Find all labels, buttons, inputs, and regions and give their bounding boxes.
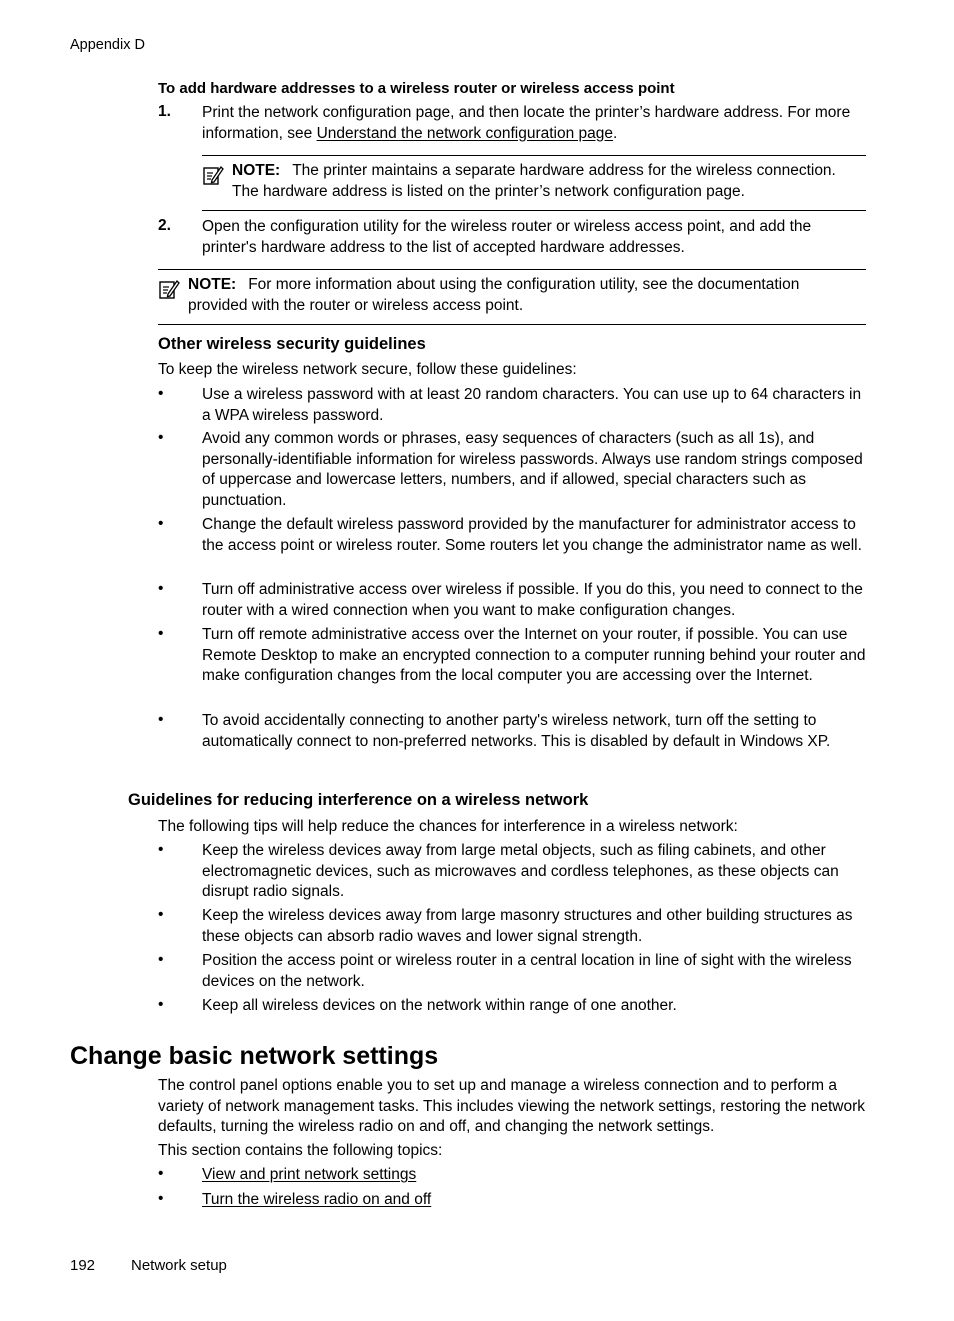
step-text	[202, 103, 866, 144]
note-body: The printer maintains a separate hardware address for the wireless connection. The hardware address is listed on the printer’s network configuration page.	[232, 162, 836, 200]
list-item-text: Avoid any common words or phrases, easy sequences of characters (such as all 1s), and personally-identifiable information for wireless passwords. Always use random strings composed of uppercase and lowercase letters, numbers, and if allowed, special characters such as punctuation.	[202, 430, 863, 509]
topic-link-wrap	[202, 1165, 866, 1186]
note-box-utility	[158, 269, 866, 325]
topics-intro: This section contains the following topics:	[158, 1142, 443, 1159]
bullet: •	[158, 385, 164, 402]
list-item-text: Keep all wireless devices on the network within range of one another.	[202, 997, 677, 1014]
view-print-network-settings-link[interactable]: View and print network settings	[202, 1166, 417, 1183]
list-item-text: Use a wireless password with at least 20 random characters. You can use up to 64 characters in a WPA wireless password.	[202, 386, 862, 424]
bullet: •	[158, 429, 164, 446]
step-text-part: Print the network configuration page, and then locate the printer’s hardware address. For more information, see	[202, 104, 851, 142]
bullet: •	[158, 515, 164, 532]
step-text: Open the configuration utility for the wireless router or wireless access point, and add the printer's hardware address to the list of accepted hardware addresses.	[202, 218, 812, 256]
footer-section-name: Network setup	[131, 1257, 227, 1274]
section-heading-security: Other wireless security guidelines	[158, 335, 426, 353]
bullet: •	[158, 951, 164, 968]
running-head: Appendix D	[70, 37, 145, 53]
page-heading: Change basic network settings	[70, 1042, 439, 1070]
bullet: •	[158, 841, 164, 858]
note-label: NOTE:	[232, 162, 281, 179]
list-item-text: Change the default wireless password provided by the manufacturer for administrator access to the access point or wireless router. Some routers let you change the administrator name as well.	[202, 516, 862, 554]
bullet: •	[158, 1165, 164, 1182]
note-icon	[202, 164, 224, 186]
list-item-text: To avoid accidentally connecting to another party's wireless network, turn off the setting to automatically connect to non-preferred networks. This is disabled by default in Windows XP.	[202, 712, 831, 750]
topic-link-wrap	[202, 1190, 866, 1211]
section-intro: The following tips will help reduce the chances for interference in a wireless network:	[158, 818, 738, 835]
bullet: •	[158, 1190, 164, 1207]
section-heading-interference: Guidelines for reducing interference on a wireless network	[128, 791, 589, 809]
step-number: 1.	[158, 103, 171, 120]
network-config-link[interactable]: Understand the network configuration page	[316, 124, 614, 142]
note-text	[188, 275, 860, 316]
note-box-hardware	[202, 155, 866, 211]
bullet: •	[158, 996, 164, 1013]
step-text-end: .	[613, 124, 618, 142]
page-number: 192	[70, 1257, 96, 1274]
bullet: •	[158, 580, 164, 597]
list-item-text: Turn off remote administrative access over the Internet on your router, if possible. You can use Remote Desktop to make an encrypted connection to a computer running behind your router and make configuration changes from the local computer you are accessing over the Internet.	[202, 626, 866, 684]
list-item-text: Position the access point or wireless router in a central location in line of sight with the wireless devices on the network.	[202, 952, 852, 990]
bullet: •	[158, 625, 164, 642]
note-label: NOTE:	[188, 276, 237, 293]
note-icon	[158, 278, 180, 300]
list-item-text: Keep the wireless devices away from large metal objects, such as filing cabinets, and other electromagnetic devices, such as microwaves and cordless telephones, as these objects can disrupt radio signals.	[202, 842, 839, 900]
note-body: For more information about using the configuration utility, see the documentation provided with the router or wireless access point.	[188, 276, 800, 314]
wireless-radio-link[interactable]: Turn the wireless radio on and off	[202, 1191, 432, 1208]
step-number: 2.	[158, 217, 171, 234]
list-item-text: Turn off administrative access over wireless if possible. If you do this, you need to connect to the router with a wired connection when you want to make configuration changes.	[202, 581, 863, 619]
section-paragraph: The control panel options enable you to set up and manage a wireless connection and to perform a variety of network management tasks. This includes viewing the network settings, restoring the network defaults, turning the wireless radio on and off, and changing the network settings.	[158, 1077, 866, 1135]
bullet: •	[158, 906, 164, 923]
section-intro: To keep the wireless network secure, follow these guidelines:	[158, 361, 577, 378]
bullet: •	[158, 711, 164, 728]
note-text	[232, 161, 866, 202]
procedure-title: To add hardware addresses to a wireless router or wireless access point	[158, 80, 675, 97]
list-item-text: Keep the wireless devices away from large masonry structures and other building structures as these objects can absorb radio waves and lower signal strength.	[202, 907, 853, 945]
